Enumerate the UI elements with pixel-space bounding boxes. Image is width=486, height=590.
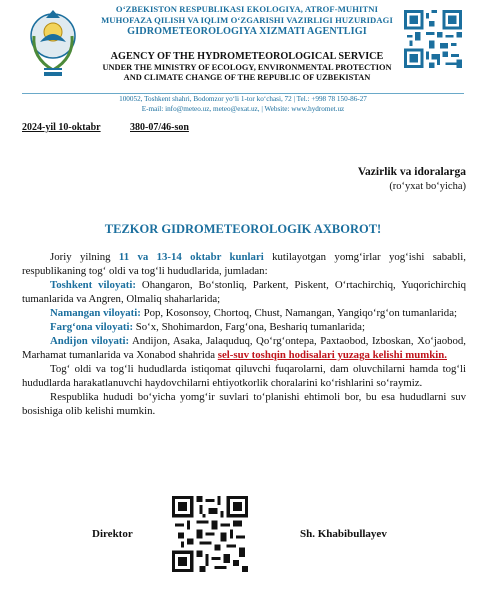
header-en-line1: AGENCY OF THE HYDROMETEOROLOGICAL SERVICE — [110, 51, 384, 62]
signature-qr-code-icon — [172, 496, 248, 572]
region-andijon — [22, 334, 466, 362]
recipient-note: (ro‘yxat bo‘yicha) — [389, 181, 466, 192]
agency-header-uz — [92, 4, 402, 37]
address-line: 100052, Toshkent shahri, Bodomzor yo‘li 1-tor ko‘chasi, 72 | Tel.: +998 78 150-86-27 — [119, 95, 367, 103]
final-paragraph: Respublika hududi bo‘yicha yomg‘ir suvlari to‘planishi ehtimoli bor, bu esa hududlarni suv bosishiga olib kelishi mumkin. — [22, 391, 466, 417]
header-uz-line3: GIDROMETEOROLOGIYA XIZMATI AGENTLIGI — [127, 26, 367, 37]
header-divider — [22, 93, 464, 94]
agency-header-en — [92, 52, 402, 84]
document-body — [22, 250, 466, 418]
document-title: TEZKOR GIDROMETEOROLOGIK AXBOROT! — [104, 222, 382, 236]
region-label: Andijon viloyati: — [50, 335, 130, 347]
region-text: Pop, Kosonsoy, Chortoq, Chust, Namangan, Yangiqo‘rg‘on tumanlarida; — [140, 307, 457, 319]
state-emblem-icon — [26, 6, 80, 80]
region-label: Toshkent viloyati: — [50, 279, 136, 291]
letter-reference-number: 380-07/46-son — [130, 122, 189, 133]
agency-contacts — [22, 95, 464, 114]
header-uz-line1: O‘ZBEKISTON RESPUBLIKASI EKOLOGIYA, ATROF-MUHITNI — [115, 4, 379, 14]
intro-text-a: Joriy yilning — [50, 251, 119, 263]
advice-paragraph: Tog‘ oldi va tog‘li hududlarda istiqomat qiluvchi fuqarolarni, dam oluvchilarni hamda tog‘li hududlarda harakatlanuvchi haydovchilarni ehtiyotkorlik choralarini ko‘rishlarini so‘raymiz. — [22, 363, 466, 389]
intro-dates: 11 va 13-14 oktabr kunlari — [118, 251, 264, 263]
mudflow-warning: sel-suv toshqin hodisalari yuzaga kelishi mumkin. — [217, 349, 447, 361]
region-fargona — [22, 320, 466, 334]
region-toshkent — [22, 278, 466, 306]
letter-date-text: 2024-yil 10-oktabr — [22, 122, 101, 133]
region-text: Ohangaron, Bo‘stonliq, Parkent, Piskent, O‘rtachirchiq, Yuqorichirchiq tumanlarida va Angren, Olmaliq shaharlarida; — [22, 279, 466, 305]
header-en-line3: AND CLIMATE CHANGE OF THE REPUBLIC OF UZBEKISTAN — [123, 73, 371, 82]
recipient-name: Vazirlik va idoralarga — [357, 166, 466, 178]
qr-code-icon — [404, 10, 462, 68]
region-label: Farg‘ona viloyati: — [50, 321, 134, 333]
header-en-line2: UNDER THE MINISTRY OF ECOLOGY, ENVIRONMENTAL PROTECTION — [102, 62, 392, 72]
letter-date — [22, 122, 101, 133]
region-text: So‘x, Shohimardon, Farg‘ona, Beshariq tumanlarida; — [133, 321, 365, 333]
region-label: Namangan viloyati: — [50, 307, 141, 319]
intro-text-b: kutilayotgan yomg‘irlar yog‘ishi sababli, respublikaning tog‘ oldi va tog‘li hududlarida, jumladan: — [22, 251, 466, 277]
region-text: Andijon, Asaka, Jalaquduq, Qo‘rg‘ontepa, Paxtaobod, Izboskan, Xo‘jaobod, Marhamat tumanlarida va Xonabod shahrida — [22, 335, 466, 361]
signatory-name: Sh. Khabibullayev — [300, 528, 387, 540]
region-namangan — [22, 306, 466, 320]
contacts-line: E-mail: info@meteo.uz, meteo@exat.uz, | Website: www.hydromet.uz — [141, 104, 345, 113]
intro-paragraph — [22, 250, 466, 278]
header-uz-line2: MUHOFAZA QILISH VA IQLIM O‘ZGARISHI VAZIRLIGI HUZURIDAGI — [101, 15, 393, 25]
signatory-role: Direktor — [92, 528, 133, 540]
